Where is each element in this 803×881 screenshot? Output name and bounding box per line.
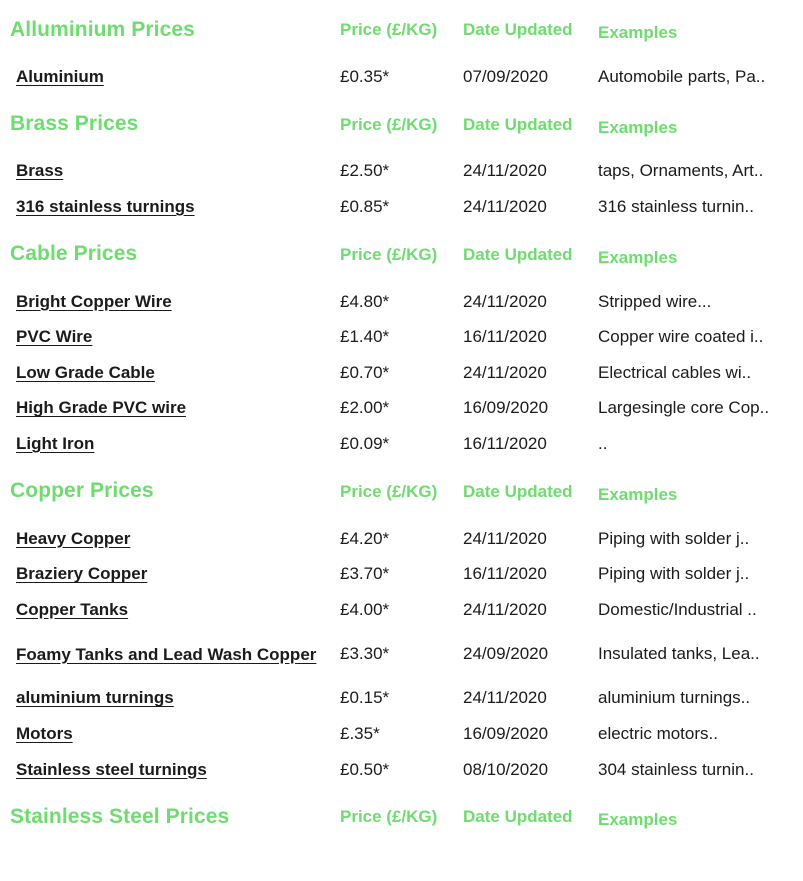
- material-name-cell: [0, 628, 340, 681]
- material-name-cell: [0, 592, 340, 628]
- table-row: [0, 521, 803, 557]
- price-cell: £1.40*: [340, 327, 390, 347]
- material-link[interactable]: PVC Wire: [16, 327, 93, 347]
- table-row: [0, 716, 803, 752]
- table-row: [0, 189, 803, 225]
- material-name-cell: [0, 426, 340, 462]
- material-name-cell: [0, 154, 340, 190]
- examples-cell: aluminium turnings..: [598, 688, 751, 708]
- price-cell: £2.50*: [340, 161, 390, 181]
- price-cell: £0.15*: [340, 688, 390, 708]
- examples-cell: Copper wire coated i..: [598, 327, 764, 347]
- material-link[interactable]: Low Grade Cable: [16, 362, 155, 382]
- date-column-header: Date Updated: [463, 807, 573, 827]
- material-link[interactable]: Stainless steel turnings: [16, 759, 207, 779]
- date-cell: 16/09/2020: [463, 398, 549, 418]
- examples-cell: Insulated tanks, Lea..: [598, 644, 760, 664]
- material-link[interactable]: High Grade PVC wire: [16, 398, 187, 418]
- material-name-cell: [0, 556, 340, 592]
- material-link[interactable]: Heavy Copper: [16, 528, 131, 548]
- price-cell: £0.70*: [340, 362, 390, 382]
- section-header-row: [0, 95, 803, 154]
- table-row: [0, 681, 803, 717]
- date-column-header: Date Updated: [463, 244, 573, 264]
- section-header-row: [0, 225, 803, 284]
- section-title: Brass Prices: [10, 112, 139, 136]
- table-row: [0, 592, 803, 628]
- material-link[interactable]: Bright Copper Wire: [16, 291, 172, 311]
- date-cell: 24/11/2020: [463, 196, 547, 216]
- examples-cell: 304 stainless turnin..: [598, 759, 754, 779]
- table-row: [0, 556, 803, 592]
- material-link[interactable]: Foamy Tanks and Lead Wash Copper: [16, 644, 317, 664]
- date-cell: 16/11/2020: [463, 433, 547, 453]
- material-name-cell: [0, 355, 340, 391]
- section-title: Cable Prices: [10, 242, 138, 266]
- examples-cell: Piping with solder j..: [598, 564, 750, 584]
- material-link[interactable]: aluminium turnings: [16, 688, 174, 708]
- section-header-row: [0, 787, 803, 846]
- table-row: [0, 59, 803, 95]
- examples-column-header: Examples: [598, 117, 678, 137]
- date-cell: 08/10/2020: [463, 759, 549, 779]
- date-cell: 24/11/2020: [463, 291, 547, 311]
- examples-cell: Largesingle core Cop..: [598, 398, 770, 418]
- examples-cell: Piping with solder j..: [598, 528, 750, 548]
- price-column-header: Price (£/KG): [340, 244, 438, 264]
- material-link[interactable]: Aluminium: [16, 66, 104, 86]
- material-name-cell: [0, 716, 340, 752]
- material-link[interactable]: Brass: [16, 161, 64, 181]
- examples-column-header: Examples: [598, 23, 678, 42]
- examples-cell: electric motors..: [598, 723, 718, 743]
- price-cell: £0.85*: [340, 196, 390, 216]
- price-cell: £3.70*: [340, 564, 390, 584]
- examples-cell: 316 stainless turnin..: [598, 196, 754, 216]
- examples-cell: ..: [598, 433, 608, 453]
- examples-cell: Stripped wire...: [598, 291, 712, 311]
- date-cell: 24/11/2020: [463, 362, 547, 382]
- price-cell: £4.20*: [340, 528, 390, 548]
- price-cell: £.35*: [340, 723, 380, 743]
- date-column-header: Date Updated: [463, 481, 573, 501]
- table-row: [0, 752, 803, 788]
- examples-column-header: Examples: [598, 484, 678, 504]
- table-row: [0, 284, 803, 320]
- date-cell: 24/11/2020: [463, 688, 547, 708]
- material-name-cell: [0, 319, 340, 355]
- examples-cell: Automobile parts, Pa..: [598, 66, 766, 86]
- section-header-row: [0, 0, 803, 59]
- table-row: [0, 355, 803, 391]
- examples-cell: Electrical cables wi..: [598, 362, 752, 382]
- material-link[interactable]: Motors: [16, 723, 73, 743]
- price-cell: £3.30*: [340, 644, 390, 664]
- price-column-header: Price (£/KG): [340, 114, 438, 134]
- table-row: [0, 426, 803, 462]
- material-name-cell: [0, 189, 340, 225]
- material-name-cell: [0, 59, 340, 95]
- material-name-cell: [0, 752, 340, 788]
- price-column-header: Price (£/KG): [340, 807, 438, 827]
- section-title: Stainless Steel Prices: [10, 804, 230, 828]
- price-cell: £4.00*: [340, 599, 390, 619]
- material-name-cell: [0, 521, 340, 557]
- material-name-cell: [0, 284, 340, 320]
- section-title: Copper Prices: [10, 479, 154, 503]
- price-column-header: Price (£/KG): [340, 481, 438, 501]
- date-cell: 16/09/2020: [463, 723, 549, 743]
- section-title: Alluminium Prices: [10, 17, 195, 41]
- section-header-row: [0, 462, 803, 521]
- date-cell: 24/11/2020: [463, 599, 547, 619]
- material-link[interactable]: 316 stainless turnings: [16, 196, 195, 216]
- table-row: [0, 319, 803, 355]
- price-cell: £2.00*: [340, 398, 390, 418]
- price-cell: £0.35*: [340, 66, 390, 86]
- table-row: [0, 628, 803, 681]
- date-column-header: Date Updated: [463, 20, 573, 39]
- material-link[interactable]: Light Iron: [16, 433, 95, 453]
- date-cell: 07/09/2020: [463, 66, 549, 86]
- date-cell: 24/09/2020: [463, 644, 549, 664]
- date-cell: 24/11/2020: [463, 528, 547, 548]
- date-column-header: Date Updated: [463, 114, 573, 134]
- examples-cell: taps, Ornaments, Art..: [598, 161, 764, 181]
- material-link[interactable]: Copper Tanks: [16, 599, 129, 619]
- date-cell: 24/11/2020: [463, 161, 547, 181]
- price-cell: £0.50*: [340, 759, 390, 779]
- examples-cell: Domestic/Industrial ..: [598, 599, 757, 619]
- price-cell: £0.09*: [340, 433, 390, 453]
- examples-column-header: Examples: [598, 810, 678, 830]
- material-name-cell: [0, 391, 340, 427]
- price-column-header: Price (£/KG): [340, 20, 438, 39]
- table-row: [0, 391, 803, 427]
- table-row: [0, 154, 803, 190]
- price-cell: £4.80*: [340, 291, 390, 311]
- date-cell: 16/11/2020: [463, 327, 547, 347]
- examples-column-header: Examples: [598, 247, 678, 267]
- date-cell: 16/11/2020: [463, 564, 547, 584]
- material-name-cell: [0, 681, 340, 717]
- material-link[interactable]: Braziery Copper: [16, 564, 148, 584]
